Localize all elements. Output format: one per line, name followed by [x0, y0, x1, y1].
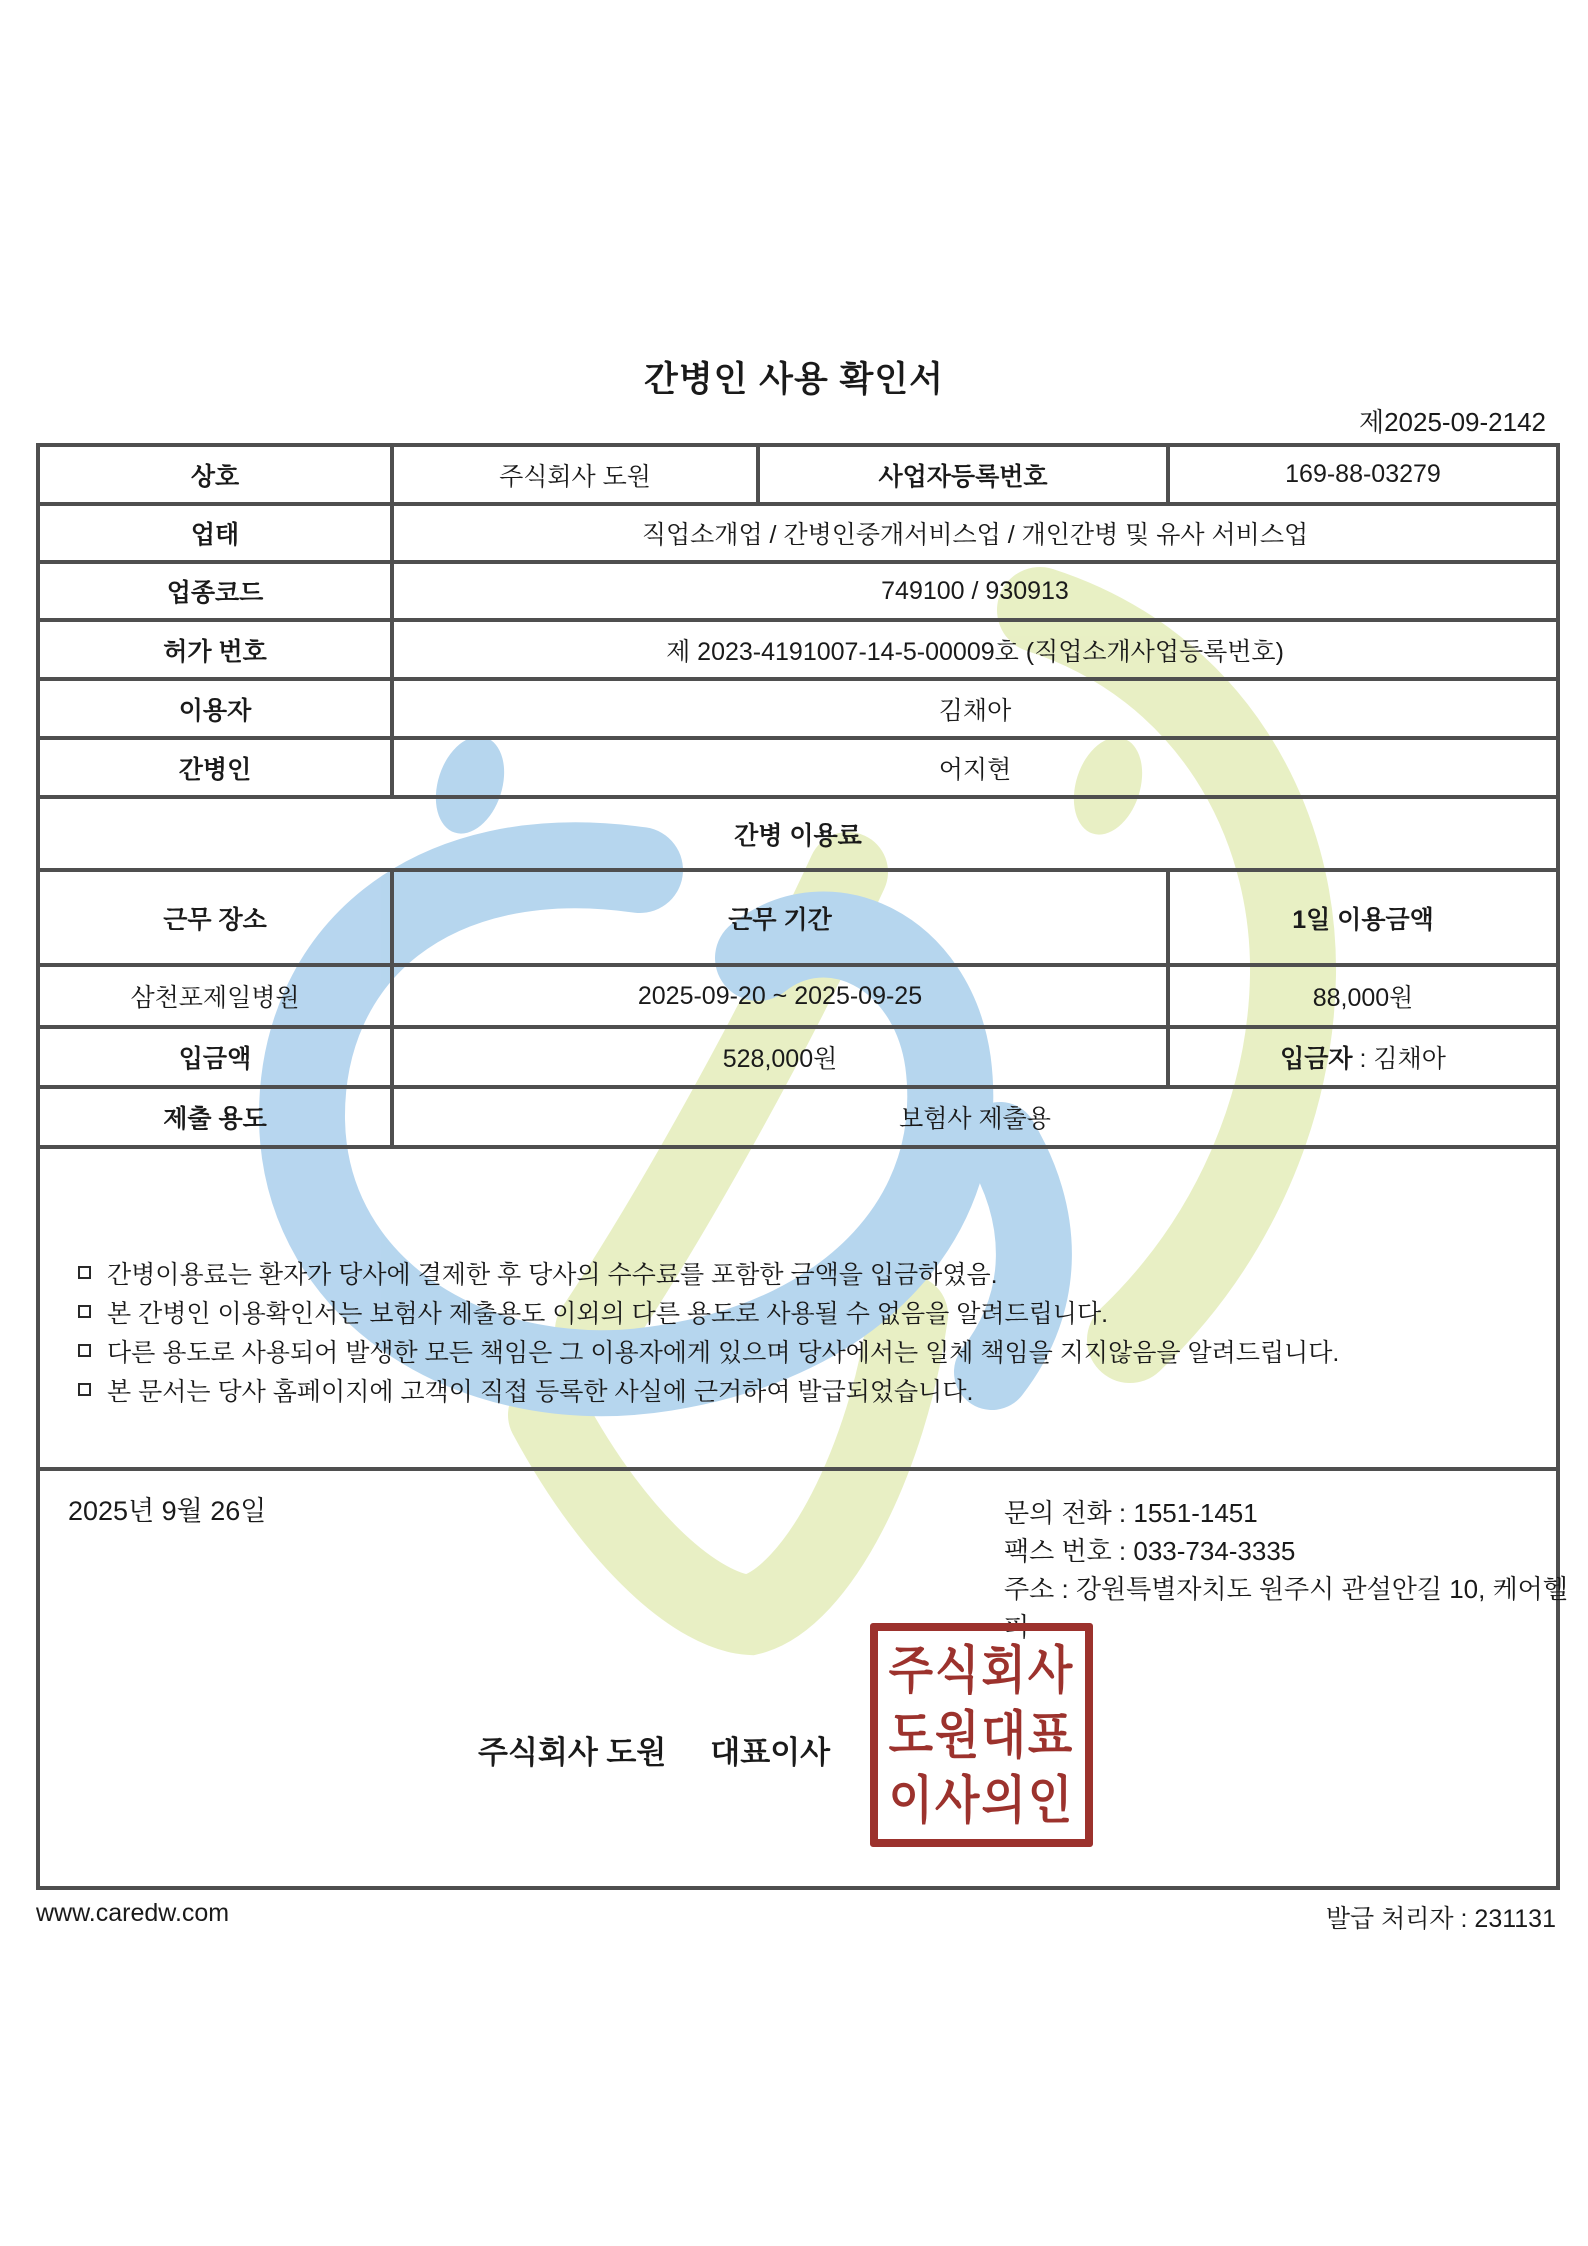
depositor-sep: :	[1352, 1045, 1374, 1073]
stamp-text-line: 도원대표	[888, 1705, 1075, 1765]
permit-label: 허가 번호	[38, 620, 392, 679]
note-item	[72, 1253, 1548, 1292]
notes-list	[48, 1149, 1548, 1409]
confirmation-table	[36, 443, 1560, 1890]
contact-fax: 팩스 번호 : 033-734-3335	[1004, 1536, 1296, 1566]
table-row	[38, 620, 1558, 679]
note-text: 본 문서는 당사 홈페이지에 고객이 직접 등록한 사실에 근거하여 발급되었습니다.	[107, 1377, 974, 1406]
workplace-label: 근무 장소	[38, 870, 392, 965]
signature-ceo: 대표이사	[710, 1735, 831, 1770]
fee-data-row	[38, 965, 1558, 1027]
stamp-text-line: 주식회사	[888, 1640, 1075, 1699]
fee-header-row	[38, 870, 1558, 965]
note-item	[72, 1331, 1548, 1370]
purpose-row	[38, 1087, 1558, 1147]
permit-value: 제 2023-4191007-14-5-00009호 (직업소개사업등록번호)	[392, 620, 1558, 679]
depositor-label: 입금자	[1280, 1045, 1353, 1073]
depositor-value	[1168, 1027, 1558, 1087]
period-label: 근무 기간	[392, 870, 1168, 965]
depositor-name: 김채아	[1373, 1045, 1446, 1073]
square-bullet-icon	[78, 1383, 91, 1396]
stamp-text-line: 이사의인	[888, 1771, 1075, 1830]
note-item	[72, 1370, 1548, 1409]
note-text: 간병이용료는 환자가 당사에 결제한 후 당사의 수수료를 포함한 금액을 입금하였음.	[107, 1260, 998, 1289]
company-label: 상호	[38, 445, 392, 504]
note-text: 다른 용도로 사용되어 발생한 모든 책임은 그 이용자에게 있으며 당사에서는 일체 책임을 지지않음을 알려드립니다.	[107, 1338, 1340, 1367]
fee-section-header-row	[38, 797, 1558, 870]
square-bullet-icon	[78, 1266, 91, 1279]
issuer-id: 발급 처리자 : 231131	[1325, 1905, 1556, 1933]
user-value: 김채아	[392, 679, 1558, 738]
table-row	[38, 504, 1558, 562]
square-bullet-icon	[78, 1344, 91, 1357]
daily-fee-label: 1일 이용금액	[1168, 870, 1558, 965]
industry-code-label: 업종코드	[38, 562, 392, 620]
notes-cell	[38, 1147, 1558, 1469]
company-value: 주식회사 도원	[392, 445, 758, 504]
table-row	[38, 738, 1558, 797]
industry-code-value: 749100 / 930913	[392, 562, 1558, 620]
signature-line	[478, 1727, 830, 1772]
purpose-label: 제출 용도	[38, 1087, 392, 1147]
website-url: www.caredw.com	[36, 1899, 230, 1927]
contact-phone: 문의 전화 : 1551-1451	[1004, 1498, 1258, 1528]
caregiver-value: 어지현	[392, 738, 1558, 797]
purpose-value: 보험사 제출용	[392, 1087, 1558, 1147]
signature-company: 주식회사 도원	[478, 1735, 667, 1770]
note-text: 본 간병인 이용확인서는 보험사 제출용도 이외의 다른 용도로 사용될 수 없음을 알려드립니다.	[107, 1299, 1109, 1328]
table-row	[38, 562, 1558, 620]
period-value: 2025-09-20 ~ 2025-09-25	[392, 965, 1168, 1027]
fee-section-title: 간병 이용료	[38, 797, 1558, 870]
daily-fee-value: 88,000원	[1168, 965, 1558, 1027]
notes-row	[38, 1147, 1558, 1469]
workplace-value: 삼천포제일병원	[38, 965, 392, 1027]
deposit-value: 528,000원	[392, 1027, 1168, 1087]
biz-reg-label: 사업자등록번호	[758, 445, 1168, 504]
biz-reg-value: 169-88-03279	[1168, 445, 1558, 504]
deposit-row	[38, 1027, 1558, 1087]
user-label: 이용자	[38, 679, 392, 738]
square-bullet-icon	[78, 1305, 91, 1318]
table-row	[38, 445, 1558, 504]
document-number: 제2025-09-2142	[1358, 407, 1546, 437]
deposit-label: 입금액	[38, 1027, 392, 1087]
caregiver-label: 간병인	[38, 738, 392, 797]
contact-address: 주소 : 강원특별자치도 원주시 관설안길 10, 케어헬퍼	[1004, 1574, 1568, 1642]
biz-type-label: 업태	[38, 504, 392, 562]
page-title: 간병인 사용 확인서	[644, 360, 944, 399]
biz-type-value: 직업소개업 / 간병인중개서비스업 / 개인간병 및 유사 서비스업	[392, 504, 1558, 562]
issue-date: 2025년 9월 26일	[68, 1496, 267, 1526]
table-row	[38, 679, 1558, 738]
note-item	[72, 1292, 1548, 1331]
corporate-seal-stamp	[870, 1623, 1093, 1847]
